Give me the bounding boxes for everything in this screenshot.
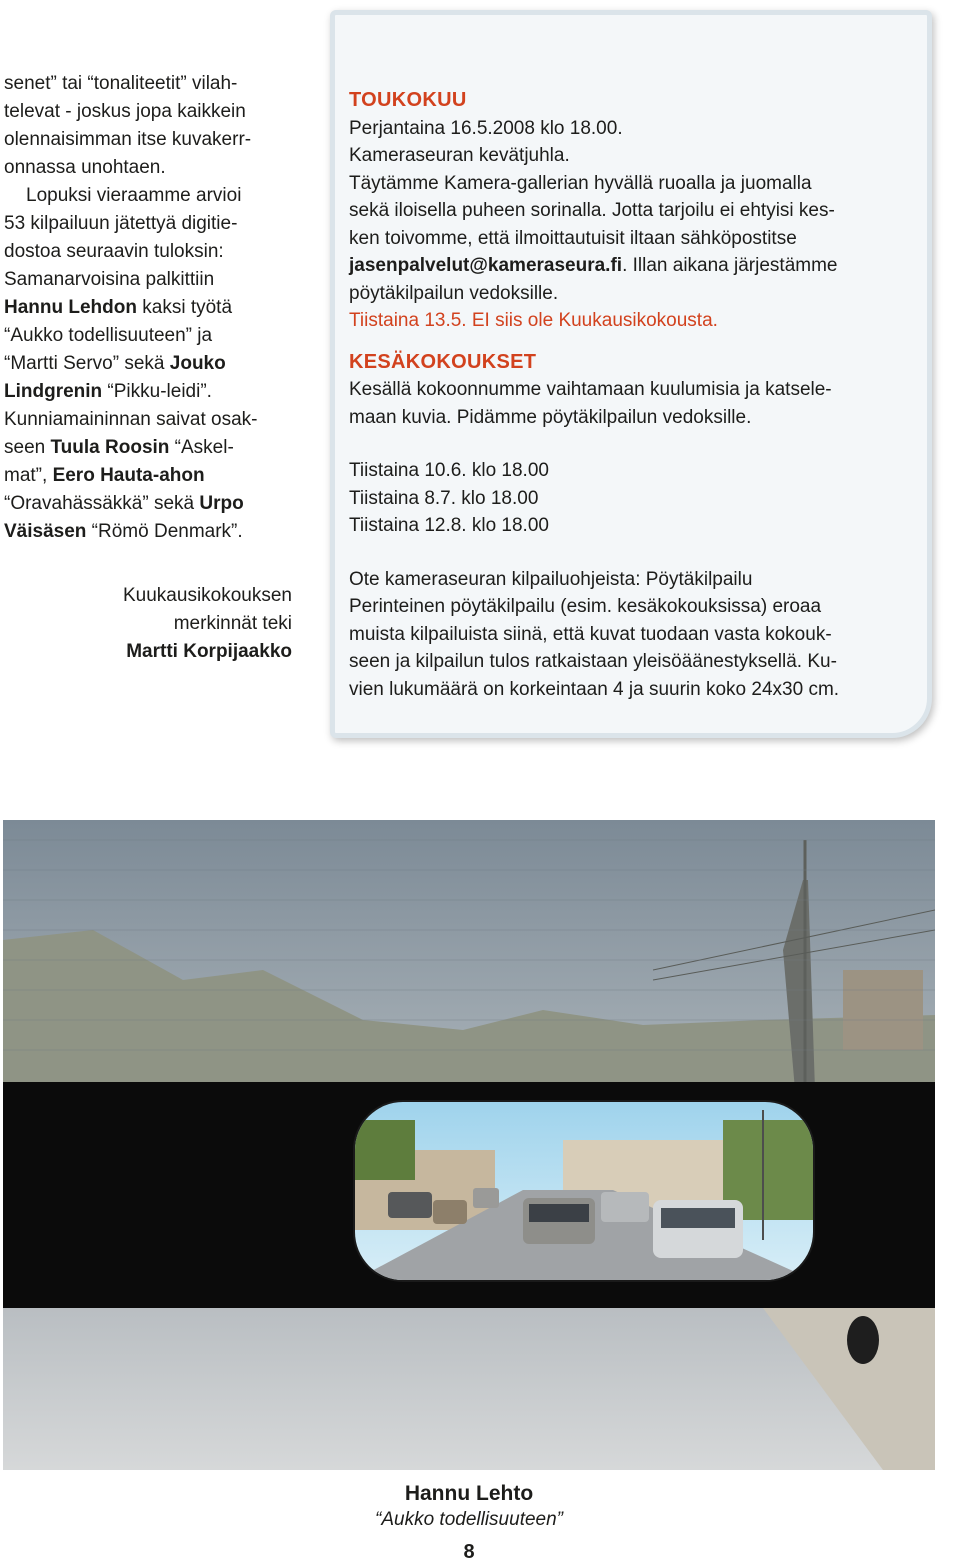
text-line: jasenpalvelut@kameraseura.fi. Illan aikana järjestämme — [349, 255, 838, 276]
events-info-box — [330, 10, 932, 738]
text-line: Kunniamaininnan saivat osak- — [4, 409, 258, 430]
winner-name: Jouko — [169, 353, 226, 374]
text-line: pöytäkilpailun vedoksille. — [349, 282, 559, 304]
rules-line: vien lukumäärä on korkeintaan 4 ja suurin koko 24x30 cm. — [349, 678, 840, 700]
text-line: mat”, Eero Hauta-ahon — [4, 465, 205, 486]
event-date: Perjantaina 16.5.2008 klo 18.00. — [349, 117, 623, 139]
signature-author: Martti Korpijaakko — [126, 641, 292, 662]
minutes-signature — [2, 582, 292, 666]
text-line: seen Tuula Roosin “Askel- — [4, 437, 234, 458]
text-line: “Oravahässäkkä” sekä Urpo — [4, 493, 244, 514]
honorable-mention-name: Eero Hauta-ahon — [52, 465, 205, 486]
winner-name: Hannu Lehdon — [4, 297, 137, 318]
meeting-date: Tiistaina 10.6. klo 18.00 — [349, 460, 549, 481]
rules-line: Ote kameraseuran kilpailuohjeista: Pöytäkilpailu — [349, 568, 753, 590]
text-line: “Aukko todellisuuteen” ja — [4, 325, 213, 346]
text-line: dostoa seuraavin tuloksin: — [4, 241, 224, 262]
text-line: maan kuvia. Pidämme pöytäkilpailun vedoksille. — [349, 406, 752, 428]
left-column-article — [4, 70, 294, 546]
winner-name: Lindgrenin — [4, 381, 103, 402]
meeting-date: Tiistaina 8.7. klo 18.00 — [349, 487, 539, 509]
events-content — [349, 87, 909, 703]
email-link[interactable]: jasenpalvelut@kameraseura.fi — [349, 255, 623, 276]
honorable-mention-name: Urpo — [199, 493, 244, 514]
rules-line: seen ja kilpailun tulos ratkaistaan yleisöäänestyksellä. Ku- — [349, 651, 837, 672]
honorable-mention-name: Väisäsen — [4, 521, 87, 542]
section-heading-may: TOUKOKUU — [349, 89, 467, 111]
photographer-name: Hannu Lehto — [404, 1482, 534, 1505]
text-line: ken toivomme, että ilmoittautuisit iltaan sähköpostitse — [349, 227, 797, 249]
event-title: Kameraseuran kevätjuhla. — [349, 145, 570, 166]
text-line: Täytämme Kamera-gallerian hyvällä ruoalla ja juomalla — [349, 172, 812, 194]
text-line: onnassa unohtaen. — [4, 157, 166, 178]
honorable-mention-name: Tuula Roosin — [50, 437, 170, 458]
section-heading-summer: KESÄKOKOUKSET — [349, 350, 537, 373]
rules-line: Perinteinen pöytäkilpailu (esim. kesäkokouksissa) eroaa — [349, 596, 822, 617]
signature-line: Kuukausikokouksen — [123, 585, 292, 606]
text-line: Hannu Lehdon kaksi työtä — [4, 297, 233, 318]
text-line: Väisäsen “Römö Denmark”. — [4, 521, 243, 542]
text-line: Kesällä kokoonnumme vaihtamaan kuulumisia ja katsele- — [349, 379, 832, 400]
photo-illustration — [3, 820, 935, 1470]
rules-line: muista kilpailuista siinä, että kuvat tuodaan vasta kokouk- — [349, 623, 832, 645]
page-number: 8 — [463, 1541, 475, 1563]
text-line: televat - joskus jopa kaikkein — [4, 101, 246, 122]
text-line: Samanarvoisina palkittiin — [4, 269, 215, 290]
photo-caption — [0, 1480, 938, 1532]
text-line: olennaisimman itse kuvakerr- — [4, 129, 252, 150]
text-line: “Martti Servo” sekä Jouko — [4, 353, 226, 374]
competition-photo — [3, 820, 935, 1470]
photo-title: “Aukko todellisuuteen” — [375, 1509, 563, 1530]
signature-line: merkinnät teki — [173, 613, 292, 634]
text-line: senet” tai “tonaliteetit” vilah- — [4, 73, 238, 94]
text-line: Lopuksi vieraamme arvioi — [26, 185, 242, 206]
meeting-date: Tiistaina 12.8. klo 18.00 — [349, 515, 549, 536]
text-line: Lindgrenin “Pikku-leidi”. — [4, 381, 212, 402]
text-line: 53 kilpailuun jätettyä digitie- — [4, 213, 238, 234]
meeting-notice: Tiistaina 13.5. EI siis ole Kuukausikokousta. — [349, 310, 718, 331]
text-line: sekä iloisella puheen sorinalla. Jotta tarjoilu ei ehtyisi kes- — [349, 200, 835, 221]
